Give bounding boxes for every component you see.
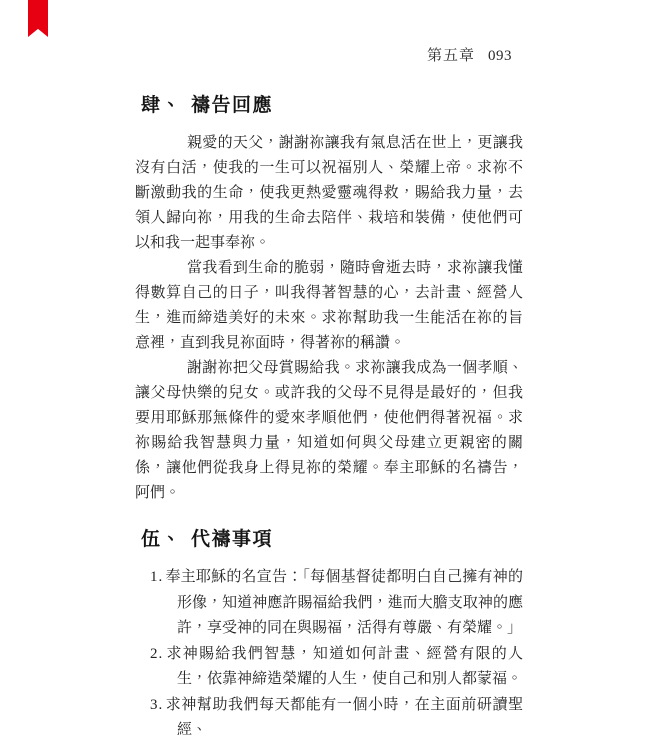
intercession-list [135, 565, 523, 744]
list-item-text: 奉主耶穌的名宣告：「每個基督徒都明白自己擁有神的形像，知道神應許賜福給我們，進而大膽支取神的應許，享受神的同在與賜福，活得有尊嚴、有榮耀。」 [165, 569, 523, 636]
paragraph: 當我看到生命的脆弱，隨時會逝去時，求祢讓我懂得數算自己的日子，叫我得著智慧的心，去計畫、經營人生，進而締造美好的未來。求祢幫助我一生能活在祢的旨意裡，直到我見祢面時，得著祢的稱讚。 [135, 260, 523, 351]
page-header [0, 44, 512, 65]
section-heading-prayer-response [141, 94, 523, 118]
section-numeral: 伍、 [141, 529, 183, 550]
list-item-text: 求神賜給我們智慧，知道如何計畫、經營有限的人生，依靠神締造榮耀的人生，使自己和別人都蒙福。 [165, 645, 523, 687]
list-item [135, 642, 523, 693]
list-item [135, 693, 523, 744]
paragraph: 親愛的天父，謝謝祢讓我有氣息活在世上，更讓我沒有白活，使我的一生可以祝福別人、榮耀上帝。求祢不斷激動我的生命，使我更熱愛靈魂得救，賜給我力量，去領人歸向祢，用我的生命去陪伴、栽培和裝備，使他們可以和我一起事奉祢。 [135, 135, 523, 251]
list-item-number: 3. [150, 696, 164, 713]
section-title: 代禱事項 [191, 529, 274, 550]
page-number: 093 [488, 48, 512, 64]
bookmark-ribbon-icon [28, 0, 48, 37]
chapter-title: 第五章 [426, 48, 475, 64]
paragraph: 謝謝祢把父母賞賜給我。求祢讓我成為一個孝順、讓父母快樂的兒女。或許我的父母不見得是最好的，但我要用耶穌那無條件的愛來孝順他們，使他們得著祝福。求祢賜給我智慧與力量，知道如何與父母建立更親密的關係，讓他們從我身上得見祢的榮耀。奉主耶穌的名禱告，阿們。 [135, 360, 523, 501]
list-item-text: 求神幫助我們每天都能有一個小時，在主面前研讀聖經、 [165, 696, 523, 738]
section-numeral: 肆、 [141, 95, 183, 116]
section-title: 禱告回應 [191, 95, 274, 116]
list-item [135, 565, 523, 642]
list-item-number: 2. [150, 645, 164, 662]
list-item-number: 1. [150, 569, 164, 585]
section-heading-intercession-items [141, 528, 523, 552]
page-content [135, 94, 523, 744]
